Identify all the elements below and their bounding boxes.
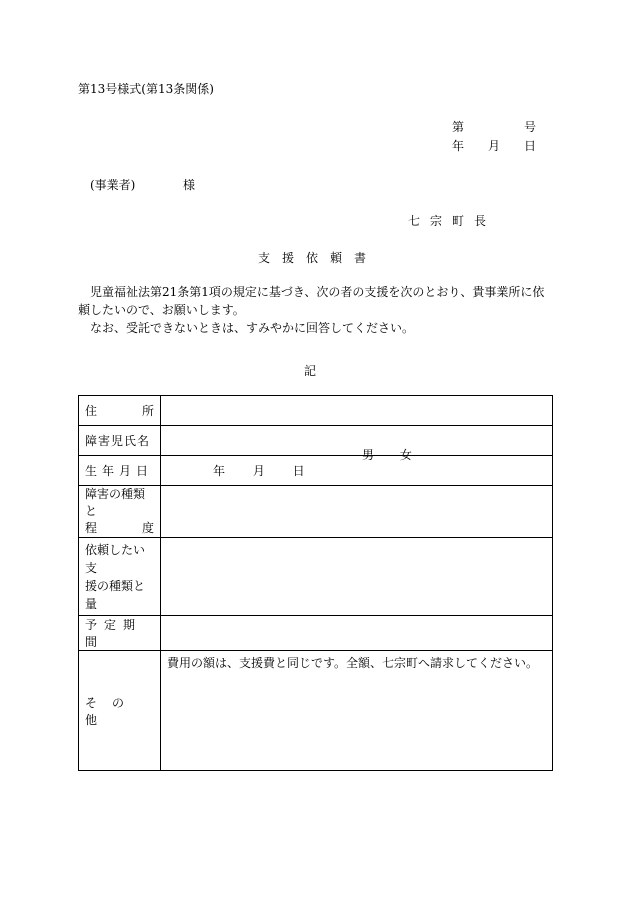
birthdate-day-unit: 日: [292, 464, 305, 478]
child-name-value-cell[interactable]: [161, 426, 553, 456]
body-paragraph-2: なお、受託できないときは、すみやかに回答してください。: [90, 321, 415, 335]
table-row-birthdate: [79, 456, 553, 486]
support-value-cell[interactable]: [161, 538, 553, 616]
date-day: 日: [524, 139, 537, 153]
date-year: 年: [452, 139, 465, 153]
birthdate-value-cell[interactable]: [161, 456, 553, 486]
table-row-support: [79, 538, 553, 616]
period-label: 予定期間: [79, 616, 161, 651]
disability-value-cell[interactable]: [161, 486, 553, 538]
gender-female[interactable]: 女: [399, 448, 412, 462]
request-form-table: [78, 395, 553, 771]
disability-label-cell: [79, 486, 161, 538]
birthdate-label-cell: 生年月日: [79, 456, 161, 486]
number-prefix: 第: [452, 120, 465, 134]
disability-label-line-1: 障害の種類と: [85, 487, 146, 518]
child-name-label: 障害児氏名: [79, 426, 161, 456]
support-label-line-1: 依頼したい支: [85, 542, 146, 575]
support-label-line-2: 援の種類と量: [85, 578, 146, 611]
sender-name: 七宗町長: [408, 214, 497, 228]
addressee-honorific: 様: [183, 178, 196, 192]
addressee-label: (事業者): [90, 178, 136, 192]
period-value-cell[interactable]: [161, 616, 553, 651]
ki-heading: 記: [304, 364, 317, 378]
table-row-address: [79, 396, 553, 426]
address-label-char-2: 所: [141, 404, 154, 418]
date-month: 月: [488, 139, 501, 153]
birthdate-month-unit: 月: [252, 464, 265, 478]
body-text: [78, 283, 556, 337]
address-value-cell[interactable]: [161, 396, 553, 426]
gender-male[interactable]: 男: [362, 448, 375, 462]
other-label: その他: [79, 651, 161, 771]
support-label-cell: [79, 538, 161, 616]
document-title: 支援依頼書: [258, 251, 379, 265]
other-content-cell: 費用の額は、支援費と同じです。全額、七宗町へ請求してください。: [161, 651, 553, 771]
disability-label-char-2: 度: [141, 521, 154, 535]
address-label-char-1: 住: [85, 404, 98, 418]
address-label-cell: [79, 396, 161, 426]
number-suffix: 号: [524, 120, 537, 134]
table-row-child-name: [79, 426, 553, 456]
gender-options: [362, 446, 434, 463]
table-row-disability: [79, 486, 553, 538]
body-paragraph-1: 児童福祉法第21条第1項の規定に基づき、次の者の支援を次のとおり、貴事業所に依頼したいので、お願いします。: [78, 285, 545, 317]
table-row-period: [79, 616, 553, 651]
birthdate-year-unit: 年: [213, 464, 226, 478]
table-row-other: [79, 651, 553, 771]
form-number: 第13号様式(第13条関係): [78, 82, 214, 96]
disability-label-char-1: 程: [85, 521, 98, 535]
